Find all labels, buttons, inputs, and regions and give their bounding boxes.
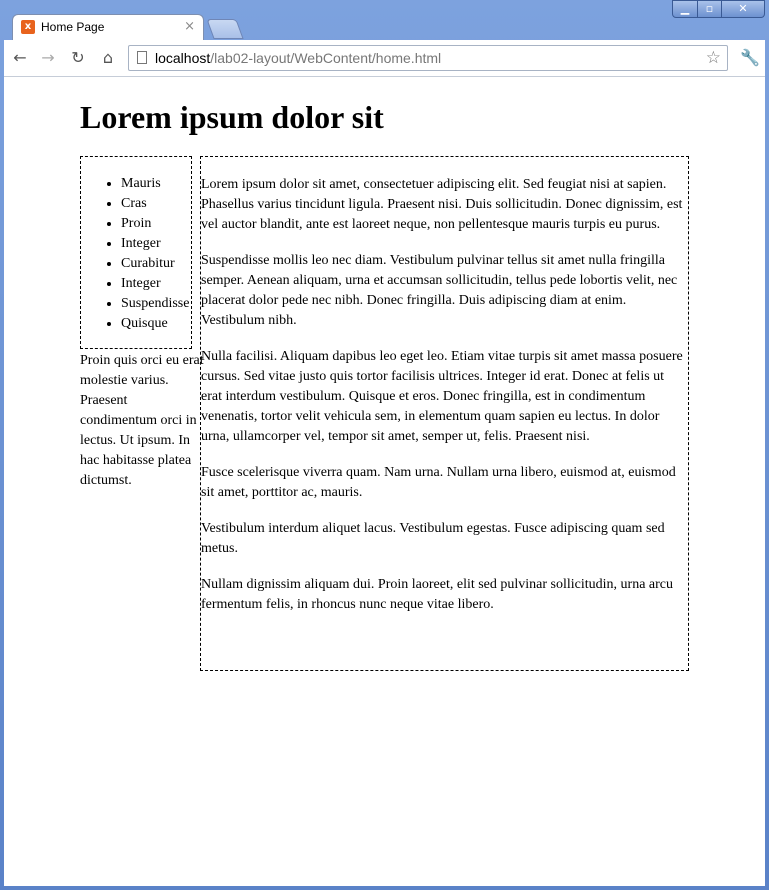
content-paragraph: Nullam dignissim aliquam dui. Proin laoreet, elit sed pulvinar sollicitudin, urna arcu fermentum felis, in rhoncus nunc neque vitae libero. <box>201 577 674 612</box>
content-paragraph: Fusce scelerisque viverra quam. Nam urna. Nullam urna libero, euismod at, euismod sit amet, porttitor ac, mauris. <box>201 465 676 500</box>
content-paragraph: Nulla facilisi. Aliquam dapibus leo eget leo. Etiam vitae turpis sit amet massa posuere cursus. Sed vitae justo quis tortor facilisis ultrices. Integer id erat. Donec at felis ut erat interdum vestibulum. Quisque et eros. Donec fringilla, est in condimentum venenatis, tortor velit vehicula sem, in elementum quam sapien eu lectus. In dolor urna, ullamcorper vel, tempor sit amet, semper ut, felis. Praesent nisi. <box>201 349 683 444</box>
tab-close-icon[interactable]: × <box>184 19 195 34</box>
browser-toolbar <box>4 40 765 76</box>
address-bar[interactable] <box>128 45 728 71</box>
minimize-button[interactable]: ▁ <box>672 0 698 18</box>
maximize-button[interactable]: ▫ <box>697 0 722 18</box>
tab-title: Home Page <box>41 20 105 34</box>
tab-home-page[interactable] <box>12 14 204 40</box>
reload-icon[interactable]: ↻ <box>71 48 85 67</box>
sidebar-item: • Curabitur <box>121 254 189 274</box>
sidebar-item: • Mauris <box>121 174 189 194</box>
back-arrow-icon[interactable]: ← <box>13 48 27 67</box>
sidebar-list <box>121 174 189 334</box>
new-tab-button[interactable] <box>206 19 243 39</box>
home-icon[interactable]: ⌂ <box>102 48 114 67</box>
sidebar-nav <box>80 156 192 349</box>
url-host: localhost <box>155 50 211 66</box>
url-path: /lab02-layout/WebContent/home.html <box>210 50 442 66</box>
sidebar-text: Proin quis orci eu erat molestie varius. Praesent condimentum orci in lectus. Ut ipsum. In hac habitasse platea dictumst. <box>80 353 204 488</box>
sidebar-item: • Proin <box>121 214 189 234</box>
sidebar-item: • Cras <box>121 194 189 214</box>
wrench-menu-icon[interactable]: 🔧 <box>740 48 760 67</box>
url-text[interactable] <box>155 50 441 66</box>
sidebar-item: • Suspendisse <box>121 294 189 314</box>
content-paragraph: Vestibulum interdum aliquet lacus. Vestibulum egestas. Fusce adipiscing quam sed metus. <box>201 521 665 556</box>
sidebar-item: • Integer <box>121 234 189 254</box>
close-window-button[interactable]: ✕ <box>721 0 765 18</box>
page-viewport <box>4 76 765 886</box>
sidebar-item: • Quisque <box>121 314 189 334</box>
sidebar-item: • Integer <box>121 274 189 294</box>
content-paragraph: Lorem ipsum dolor sit amet, consectetuer adipiscing elit. Sed feugiat nisi at sapien. Phasellus varius tincidunt ligula. Praesent nisi. Duis sollicitudin. Donec dignissim, est vel auctor blandit, ante est laoreet neque, non pellentesque mauris turpis eu purus. <box>201 177 683 232</box>
content-paragraph: Suspendisse mollis leo nec diam. Vestibulum pulvinar tellus sit amet nulla fringilla semper. Aenean aliquam, urna et accumsan sollicitudin, tellus pede lobortis velit, nec placerat dolor pede nec nibh. Donec fringilla. Duis adipiscing diam at enim. Vestibulum nibh. <box>201 253 678 328</box>
xampp-favicon-icon: x <box>21 20 35 34</box>
tab-strip <box>0 0 769 40</box>
forward-arrow-icon[interactable]: → <box>41 48 55 67</box>
page-icon <box>137 51 147 64</box>
bookmark-star-icon[interactable]: ☆ <box>705 48 721 68</box>
main-content <box>200 156 689 671</box>
page-title: Lorem ipsum dolor sit <box>80 99 384 135</box>
